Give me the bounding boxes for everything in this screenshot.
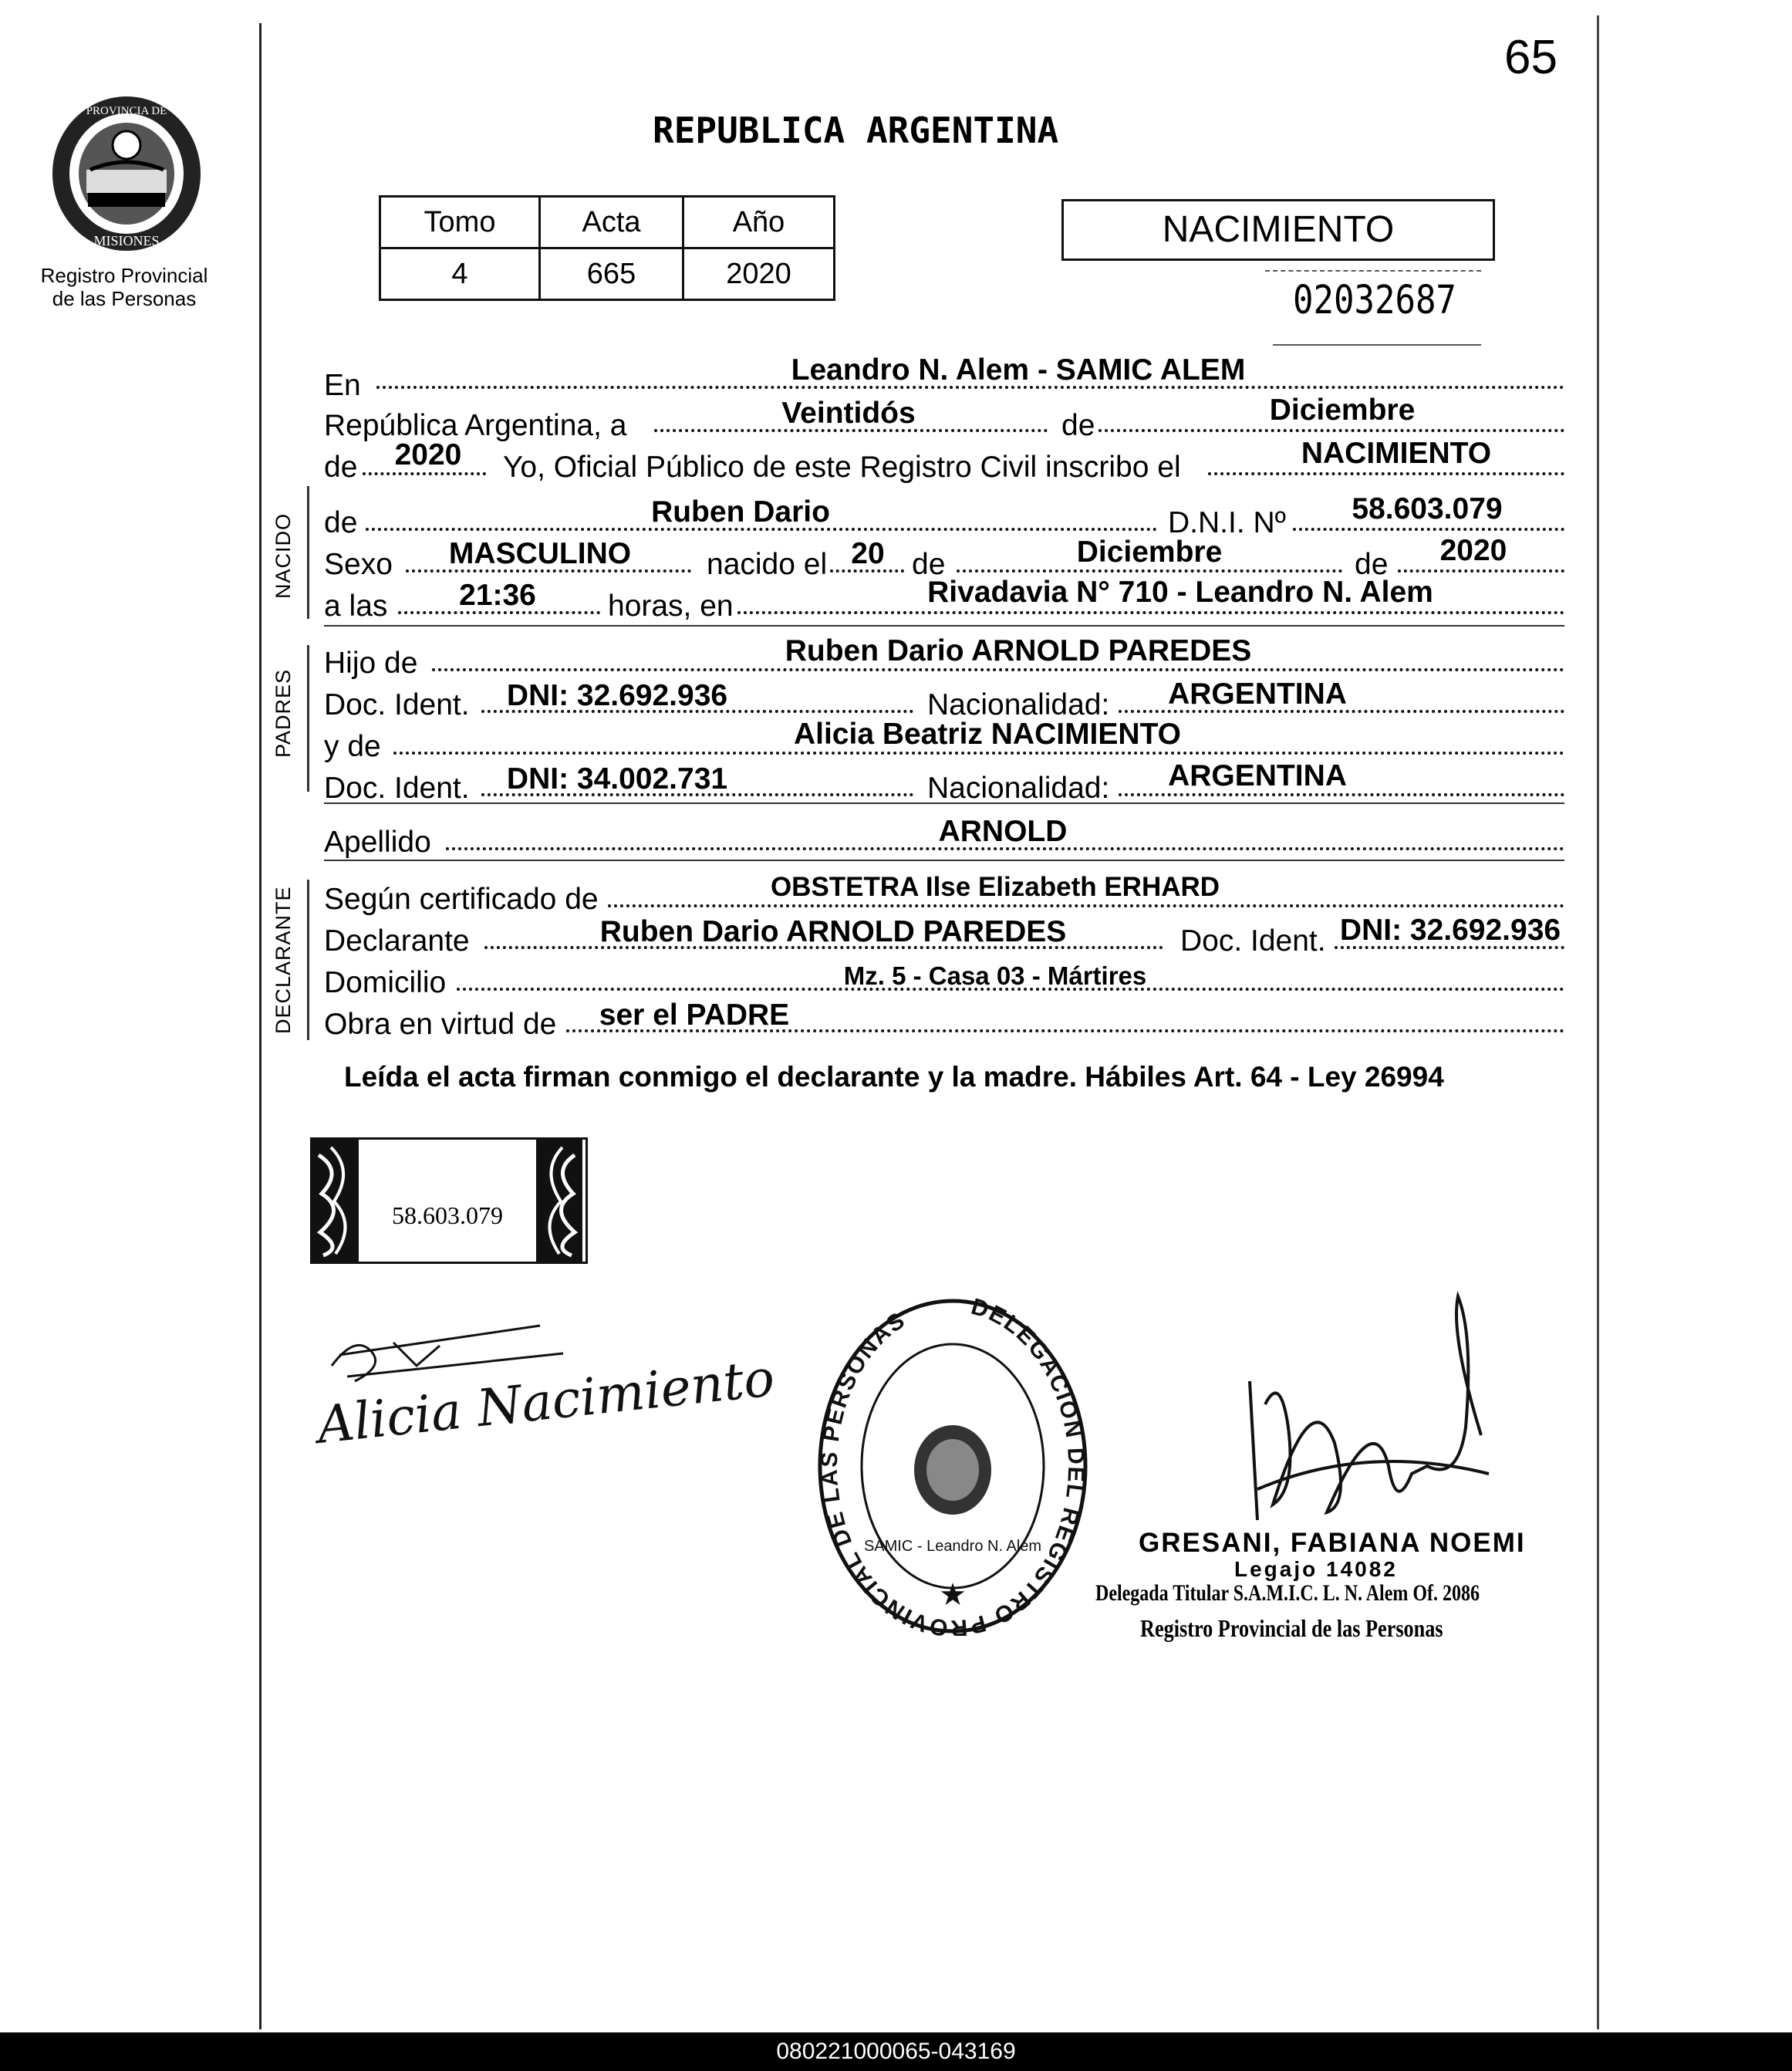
label-domicilio: Domicilio (324, 966, 447, 999)
record-table-value-row (380, 248, 835, 300)
side-label-padres: PADRES (272, 668, 295, 758)
value-hora: 21:36 (459, 579, 536, 612)
line-madre-nac (1119, 793, 1564, 796)
value-madre: Alicia Beatriz NACIMIENTO (793, 718, 1182, 751)
value-nac-anio: 2020 (1439, 534, 1507, 567)
serial-number: 02032687 (1293, 278, 1456, 323)
label-nacionalidad-madre: Nacionalidad: (927, 772, 1110, 805)
record-type-label: NACIMIENTO (1162, 209, 1395, 250)
label-doc-ident-declarante: Doc. Ident. (1180, 924, 1326, 958)
page-number: 65 (1504, 31, 1557, 84)
label-de-nac-mes: de (912, 548, 946, 581)
line-padre (432, 668, 1564, 671)
value-lugar-nac: Rivadavia N° 710 - Leandro N. Alem (927, 576, 1433, 609)
seal-text-bottom: MISIONES (93, 233, 160, 248)
label-de-nac-anio: de (1355, 548, 1389, 581)
line-acto (1208, 472, 1564, 475)
divider-padres (324, 802, 1564, 804)
value-padre-doc: DNI: 32.692.936 (506, 679, 728, 712)
registry-name-line2: de las Personas (52, 287, 197, 310)
line-nac-anio (1398, 569, 1564, 573)
label-obra-en-virtud: Obra en virtud de (324, 1008, 557, 1041)
label-nacionalidad-padre: Nacionalidad: (927, 688, 1110, 721)
value-padre-nac: ARGENTINA (1168, 677, 1347, 711)
official-role: Delegada Titular S.A.M.I.C. L. N. Alem Of. 2086 (1095, 1580, 1480, 1606)
value-nombre: Ruben Dario (651, 495, 830, 529)
label-y-de: y de (324, 730, 381, 763)
value-dia: Veintidós (781, 397, 916, 430)
official-registry: Registro Provincial de las Personas (1140, 1614, 1443, 1642)
label-de-nombre: de (324, 506, 358, 539)
stamp-inner-text: SAMIC - Leandro N. Alem (863, 1538, 1042, 1555)
registry-name-line1: Registro Provincial (40, 264, 208, 287)
label-de-anio: de (324, 451, 358, 484)
value-mes: Diciembre (1269, 394, 1416, 427)
value-anio: 2020 (394, 438, 462, 471)
value-obra: ser el PADRE (599, 998, 790, 1032)
value-declarante-doc: DNI: 32.692.936 (1339, 914, 1561, 947)
fingerprint-label: 58.603.079 (392, 1201, 503, 1229)
record-type-box (1061, 199, 1495, 261)
stamp-ring-text: DELEGACION DEL REGISTRO PROVINCIAL DE LAS PERSONAS (816, 1293, 1089, 1636)
fingerprint-left-icon (312, 1140, 359, 1262)
record-header-anio: Año (683, 197, 835, 248)
line-lugar-nac (737, 611, 1564, 614)
registry-stamp (810, 1281, 1095, 1636)
closing-statement: Leída el acta firman conmigo el declarante y la madre. Hábiles Art. 64 - Ley 26994 (344, 1061, 1444, 1093)
record-header-tomo: Tomo (380, 197, 540, 248)
official-name: GRESANI, FABIANA NOEMI (1139, 1528, 1526, 1558)
footer-code: 080221000065-043169 (776, 2039, 1016, 2064)
right-margin-line (1597, 15, 1599, 2029)
line-mes (1098, 429, 1564, 432)
bracket-declarante (307, 880, 309, 1040)
value-apellido: ARNOLD (938, 815, 1068, 848)
document-title: REPUBLICA ARGENTINA (653, 110, 1059, 151)
label-hijo-de: Hijo de (324, 647, 418, 680)
value-sexo: MASCULINO (448, 537, 632, 570)
line-certificado (608, 904, 1564, 907)
footer-bar (0, 2032, 1792, 2071)
left-margin-line (259, 23, 262, 2029)
label-yo-oficial: Yo, Oficial Público de este Registro Civil inscribo el (503, 451, 1181, 484)
province-seal-icon (48, 93, 206, 255)
line-dni (1293, 528, 1564, 531)
seal-text-top: PROVINCIA DE (86, 105, 167, 117)
line-anio (363, 472, 486, 475)
label-dni-no: D.N.I. Nº (1168, 506, 1286, 539)
serial-box-top-border (1265, 270, 1481, 272)
record-value-acta: 665 (540, 248, 683, 300)
label-doc-ident-padre: Doc. Ident. (324, 688, 470, 721)
divider-apellido (324, 860, 1564, 861)
value-acto: NACIMIENTO (1301, 437, 1492, 470)
value-nac-dia: 20 (851, 537, 885, 570)
record-value-tomo: 4 (380, 248, 540, 300)
label-doc-ident-madre: Doc. Ident. (324, 772, 470, 805)
line-madre (393, 752, 1564, 755)
side-label-nacido: NACIDO (272, 512, 295, 599)
value-dni: 58.603.079 (1352, 492, 1503, 525)
label-sexo: Sexo (324, 548, 393, 581)
value-nac-mes: Diciembre (1076, 535, 1223, 569)
label-declarante: Declarante (324, 924, 470, 958)
mother-signature-text: Alicia Nacimiento (314, 1348, 778, 1455)
record-value-anio: 2020 (683, 248, 835, 300)
record-table-header-row (380, 197, 835, 248)
line-nac-mes (957, 569, 1342, 573)
label-nacido-el: nacido el (707, 548, 828, 581)
value-domicilio: Mz. 5 - Casa 03 - Mártires (843, 961, 1147, 990)
label-apellido: Apellido (324, 826, 431, 859)
mother-signature (309, 1312, 787, 1466)
value-lugar: Leandro N. Alem - SAMIC ALEM (791, 353, 1246, 387)
value-padre: Ruben Dario ARNOLD PAREDES (785, 634, 1252, 667)
value-certificado: OBSTETRA Ilse Elizabeth ERHARD (770, 872, 1220, 902)
official-signature (1227, 1289, 1504, 1528)
side-label-declarante: DECLARANTE (272, 886, 295, 1034)
record-table (379, 195, 835, 301)
bracket-nacido (307, 486, 309, 619)
label-segun-certificado: Según certificado de (324, 883, 599, 916)
record-header-acta: Acta (540, 197, 683, 248)
label-republica: República Argentina, a (324, 409, 627, 442)
label-de-mes: de (1061, 409, 1095, 442)
serial-box-bottom-border (1273, 344, 1481, 346)
fingerprint-box (310, 1137, 588, 1264)
label-a-las: a las (324, 590, 388, 623)
label-en: En (324, 369, 361, 402)
label-horas-en: horas, en (608, 590, 734, 623)
value-madre-doc: DNI: 34.002.731 (506, 762, 728, 796)
divider-nacido (324, 625, 1564, 627)
value-madre-nac: ARGENTINA (1168, 759, 1347, 792)
bracket-padres (307, 645, 309, 792)
stamp-star-icon: ★ (939, 1578, 967, 1612)
fingerprint-right-icon (536, 1140, 582, 1262)
value-declarante: Ruben Dario ARNOLD PAREDES (599, 915, 1067, 948)
official-legajo: Legajo 14082 (1234, 1557, 1398, 1581)
